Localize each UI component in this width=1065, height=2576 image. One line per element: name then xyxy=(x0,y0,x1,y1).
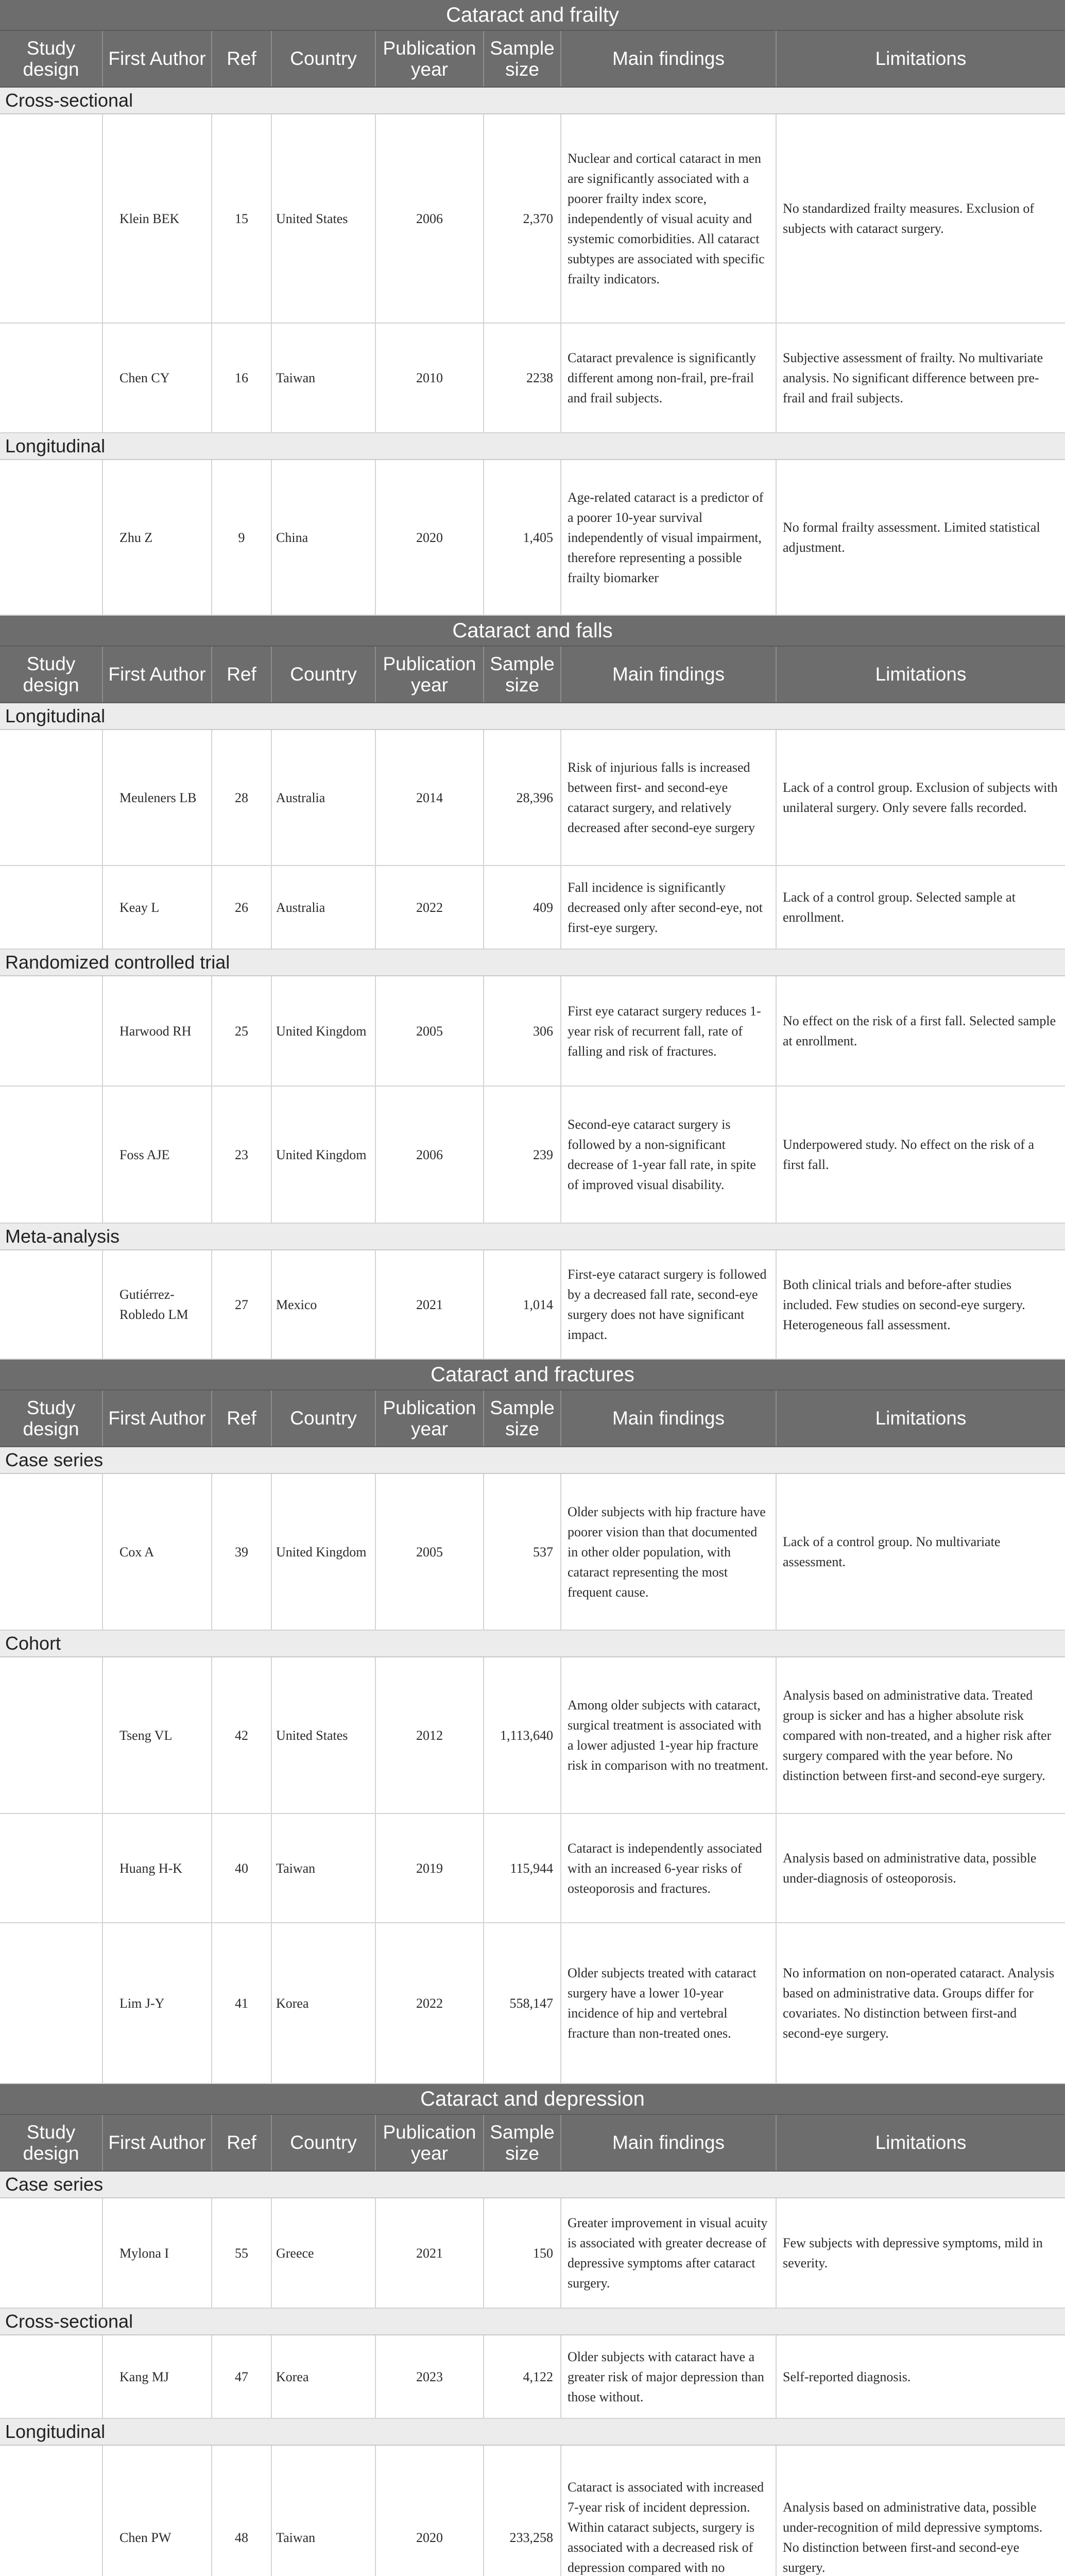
header-col-sample-size: Sample size xyxy=(484,647,561,702)
header-col-study-design: Study design xyxy=(0,647,103,702)
header-col-limitations: Limitations xyxy=(875,48,967,70)
header-col-ref: Ref xyxy=(212,1391,272,1446)
header-col-main-findings: Main findings xyxy=(561,1391,777,1446)
cell-limitations: No effect on the risk of a first fall. Selected sample at enrollment. xyxy=(783,1013,1056,1048)
cell-main-findings: Fall incidence is significantly decreased only after second-eye, not first-eye surgery. xyxy=(561,866,777,948)
cell-study-design xyxy=(0,114,103,323)
cell-country: Korea xyxy=(272,1923,376,2083)
cell-main-findings: First-eye cataract surgery is followed by a decreased fall rate, second-eye surgery does not have significant impact. xyxy=(561,1250,777,1359)
cell-limitations: Subjective assessment of frailty. No multivariate analysis. No significant difference between pre-frail and frail subjects. xyxy=(783,350,1043,405)
header-col-limitations: Limitations xyxy=(875,2132,967,2154)
table-row xyxy=(0,1087,1065,1224)
cell-main-findings: Cataract is independently associated with an increased 6-year risks of osteoporosis and fractures. xyxy=(561,1814,777,1922)
cell-ref: 27 xyxy=(212,1250,272,1359)
cell-limitations: Analysis based on administrative data. Treated group is sicker and has a higher absolute risk compared with non-treated, and a higher risk after surgery compared with the year before. No distinction between first-and second-eye surgery. xyxy=(783,1687,1052,1783)
cell-main-findings: Greater improvement in visual acuity is associated with greater decrease of depressive symptoms after cataract surgery. xyxy=(561,2198,777,2308)
cell-study-design xyxy=(0,866,103,948)
header-col-publication-year: Publication year xyxy=(376,647,484,702)
table-row xyxy=(0,114,1065,324)
cell-publication-year: 2022 xyxy=(376,866,484,948)
cell-sample-size: 1,405 xyxy=(484,460,561,615)
header-col-study-design: Study design xyxy=(0,2115,103,2171)
cell-publication-year: 2020 xyxy=(376,2446,484,2576)
cell-publication-year: 2005 xyxy=(376,1474,484,1630)
cell-ref: 25 xyxy=(212,976,272,1086)
header-col-country: Country xyxy=(272,1391,376,1446)
table-row xyxy=(0,324,1065,433)
table-row xyxy=(0,1814,1065,1923)
study-design-label: Longitudinal xyxy=(0,2419,1065,2446)
cell-limitations: Lack of a control group. No multivariate assessment. xyxy=(783,1534,1001,1569)
cell-limitations: Analysis based on administrative data, possible under-diagnosis of osteoporosis. xyxy=(783,1851,1037,1886)
cell-sample-size: 306 xyxy=(484,976,561,1086)
cell-country: Korea xyxy=(272,2335,376,2418)
cell-publication-year: 2021 xyxy=(376,2198,484,2308)
study-design-label: Cross-sectional xyxy=(0,88,1065,114)
cell-ref: 9 xyxy=(212,460,272,615)
header-col-main-findings: Main findings xyxy=(561,647,777,702)
table-row xyxy=(0,2198,1065,2309)
cell-first-author: Klein BEK xyxy=(103,114,212,323)
cell-limitations: No information on non-operated cataract. Analysis based on administrative data. Groups differ for covariates. No distinction between first-and second-eye surgery. xyxy=(783,1965,1055,2041)
cell-first-author: Tseng VL xyxy=(103,1657,212,1813)
header-col-study-design: Study design xyxy=(0,1391,103,1446)
cell-publication-year: 2005 xyxy=(376,976,484,1086)
study-design-label: Longitudinal xyxy=(0,433,1065,460)
cell-ref: 41 xyxy=(212,1923,272,2083)
cell-first-author: Gutiérrez-Robledo LM xyxy=(103,1250,212,1359)
cell-study-design xyxy=(0,1474,103,1630)
cell-first-author: Mylona I xyxy=(103,2198,212,2308)
cell-first-author: Foss AJE xyxy=(103,1087,212,1223)
header-col-ref: Ref xyxy=(212,647,272,702)
column-header-row xyxy=(0,2115,1065,2172)
cell-first-author: Chen PW xyxy=(103,2446,212,2576)
section-title: Cataract and falls xyxy=(0,616,1065,647)
cell-country: Mexico xyxy=(272,1250,376,1359)
cell-study-design xyxy=(0,1087,103,1223)
section-title: Cataract and fractures xyxy=(0,1360,1065,1391)
cell-country: Taiwan xyxy=(272,1814,376,1922)
cell-country: Australia xyxy=(272,730,376,865)
cell-country: Taiwan xyxy=(272,324,376,432)
header-col-country: Country xyxy=(272,31,376,87)
cell-main-findings: Second-eye cataract surgery is followed by a non-significant decrease of 1-year fall rate, in spite of improved visual disability. xyxy=(561,1087,777,1223)
table-row xyxy=(0,1923,1065,2084)
cell-first-author: Cox A xyxy=(103,1474,212,1630)
header-col-publication-year: Publication year xyxy=(376,1391,484,1446)
cell-country: China xyxy=(272,460,376,615)
cell-main-findings: Older subjects with cataract have a greater risk of major depression than those without. xyxy=(561,2335,777,2418)
cell-publication-year: 2023 xyxy=(376,2335,484,2418)
table-row xyxy=(0,2335,1065,2419)
cell-country: United Kingdom xyxy=(272,976,376,1086)
cell-main-findings: Risk of injurious falls is increased between first- and second-eye cataract surgery, and relatively decreased after second-eye surgery xyxy=(561,730,777,865)
header-col-sample-size: Sample size xyxy=(484,1391,561,1446)
cell-study-design xyxy=(0,1250,103,1359)
cell-sample-size: 4,122 xyxy=(484,2335,561,2418)
cell-sample-size: 2,370 xyxy=(484,114,561,323)
cell-sample-size: 233,258 xyxy=(484,2446,561,2576)
table-row xyxy=(0,1250,1065,1360)
study-design-label: Case series xyxy=(0,1447,1065,1474)
cell-publication-year: 2014 xyxy=(376,730,484,865)
header-col-country: Country xyxy=(272,647,376,702)
cell-ref: 47 xyxy=(212,2335,272,2418)
cell-publication-year: 2019 xyxy=(376,1814,484,1922)
cell-main-findings: Among older subjects with cataract, surgical treatment is associated with a lower adjusted 1-year hip fracture risk in comparison with no treatment. xyxy=(561,1657,777,1813)
cell-sample-size: 28,396 xyxy=(484,730,561,865)
header-col-main-findings: Main findings xyxy=(561,31,777,87)
cell-publication-year: 2022 xyxy=(376,1923,484,2083)
cell-ref: 48 xyxy=(212,2446,272,2576)
header-col-first-author: First Author xyxy=(103,2115,212,2171)
cell-sample-size: 150 xyxy=(484,2198,561,2308)
cell-limitations: No formal frailty assessment. Limited statistical adjustment. xyxy=(783,520,1040,555)
cell-publication-year: 2006 xyxy=(376,1087,484,1223)
column-header-row xyxy=(0,1391,1065,1447)
cell-ref: 15 xyxy=(212,114,272,323)
cell-publication-year: 2021 xyxy=(376,1250,484,1359)
cell-country: United Kingdom xyxy=(272,1087,376,1223)
table-row xyxy=(0,2446,1065,2576)
cell-main-findings: Age-related cataract is a predictor of a poorer 10-year survival independently of visual impairment, therefore representing a possible frailty biomarker xyxy=(561,460,777,615)
cell-main-findings: Nuclear and cortical cataract in men are significantly associated with a poorer frailty index score, independently of visual acuity and systemic comorbidities. All cataract subtypes are associated with specific frailty indicators. xyxy=(561,114,777,323)
cell-study-design xyxy=(0,2446,103,2576)
header-col-publication-year: Publication year xyxy=(376,31,484,87)
header-col-first-author: First Author xyxy=(103,647,212,702)
cell-first-author: Chen CY xyxy=(103,324,212,432)
cell-study-design xyxy=(0,1657,103,1813)
cell-sample-size: 1,014 xyxy=(484,1250,561,1359)
header-col-limitations: Limitations xyxy=(875,664,967,685)
cell-first-author: Kang MJ xyxy=(103,2335,212,2418)
cell-main-findings: First eye cataract surgery reduces 1-year risk of recurrent fall, rate of falling and risk of fractures. xyxy=(561,976,777,1086)
cell-limitations: No standardized frailty measures. Exclusion of subjects with cataract surgery. xyxy=(783,201,1035,236)
study-design-label: Cohort xyxy=(0,1631,1065,1657)
cell-ref: 23 xyxy=(212,1087,272,1223)
header-col-main-findings: Main findings xyxy=(561,2115,777,2171)
cell-publication-year: 2020 xyxy=(376,460,484,615)
cell-ref: 39 xyxy=(212,1474,272,1630)
cell-limitations: Few subjects with depressive symptoms, mild in severity. xyxy=(783,2235,1043,2270)
cell-ref: 40 xyxy=(212,1814,272,1922)
study-design-label: Case series xyxy=(0,2172,1065,2198)
table-row xyxy=(0,866,1065,950)
cell-sample-size: 1,113,640 xyxy=(484,1657,561,1813)
cell-ref: 26 xyxy=(212,866,272,948)
section-title: Cataract and frailty xyxy=(0,0,1065,31)
study-design-label: Randomized controlled trial xyxy=(0,950,1065,976)
cell-country: United States xyxy=(272,1657,376,1813)
cell-sample-size: 239 xyxy=(484,1087,561,1223)
cell-first-author: Meuleners LB xyxy=(103,730,212,865)
table-row xyxy=(0,460,1065,616)
cell-sample-size: 409 xyxy=(484,866,561,948)
cell-study-design xyxy=(0,1923,103,2083)
cell-first-author: Huang H-K xyxy=(103,1814,212,1922)
study-design-label: Cross-sectional xyxy=(0,2309,1065,2335)
header-col-ref: Ref xyxy=(212,31,272,87)
cell-study-design xyxy=(0,324,103,432)
cell-country: Australia xyxy=(272,866,376,948)
cell-ref: 55 xyxy=(212,2198,272,2308)
cell-limitations: Lack of a control group. Selected sample at enrollment. xyxy=(783,890,1016,925)
study-design-label: Meta-analysis xyxy=(0,1224,1065,1250)
cell-study-design xyxy=(0,730,103,865)
table-row xyxy=(0,730,1065,866)
cell-main-findings: Older subjects treated with cataract surgery have a lower 10-year incidence of hip and vertebral fracture than non-treated ones. xyxy=(561,1923,777,2083)
cell-sample-size: 2238 xyxy=(484,324,561,432)
header-col-country: Country xyxy=(272,2115,376,2171)
cell-publication-year: 2012 xyxy=(376,1657,484,1813)
cell-ref: 42 xyxy=(212,1657,272,1813)
header-col-limitations: Limitations xyxy=(875,1408,967,1429)
header-col-first-author: First Author xyxy=(103,31,212,87)
table-row xyxy=(0,976,1065,1087)
table-row xyxy=(0,1474,1065,1631)
cell-study-design xyxy=(0,2198,103,2308)
cell-limitations: Underpowered study. No effect on the risk of a first fall. xyxy=(783,1137,1035,1172)
cell-country: Taiwan xyxy=(272,2446,376,2576)
cell-first-author: Keay L xyxy=(103,866,212,948)
header-col-publication-year: Publication year xyxy=(376,2115,484,2171)
cell-main-findings: Cataract prevalence is significantly different among non-frail, pre-frail and frail subjects. xyxy=(561,324,777,432)
cell-limitations: Self-reported diagnosis. xyxy=(783,2369,911,2384)
cell-first-author: Harwood RH xyxy=(103,976,212,1086)
cell-ref: 16 xyxy=(212,324,272,432)
column-header-row xyxy=(0,647,1065,703)
cell-country: United Kingdom xyxy=(272,1474,376,1630)
section-title: Cataract and depression xyxy=(0,2084,1065,2115)
cell-limitations: Both clinical trials and before-after studies included. Few studies on second-eye surgery. Heterogeneous fall assessment. xyxy=(783,1277,1025,1332)
header-col-ref: Ref xyxy=(212,2115,272,2171)
cell-first-author: Zhu Z xyxy=(103,460,212,615)
header-col-study-design: Study design xyxy=(0,31,103,87)
table-row xyxy=(0,1657,1065,1814)
cell-ref: 28 xyxy=(212,730,272,865)
cell-main-findings: Cataract is associated with increased 7-year risk of incident depression. Within cataract subjects, surgery is associated with a decreased risk of depression compared with no xyxy=(561,2446,777,2576)
cell-main-findings: Older subjects with hip fracture have poorer vision than that documented in other older population, with cataract representing the most frequent cause. xyxy=(561,1474,777,1630)
header-col-sample-size: Sample size xyxy=(484,2115,561,2171)
cell-limitations: Lack of a control group. Exclusion of subjects with unilateral surgery. Only severe falls recorded. xyxy=(783,780,1058,815)
cell-country: Greece xyxy=(272,2198,376,2308)
cell-publication-year: 2010 xyxy=(376,324,484,432)
header-col-sample-size: Sample size xyxy=(484,31,561,87)
cell-limitations: Analysis based on administrative data, possible under-recognition of mild depressive symptoms. No distinction between first-and second-eye surgery. xyxy=(783,2500,1043,2575)
column-header-row xyxy=(0,31,1065,88)
cell-country: United States xyxy=(272,114,376,323)
header-col-first-author: First Author xyxy=(103,1391,212,1446)
cell-sample-size: 115,944 xyxy=(484,1814,561,1922)
study-design-label: Longitudinal xyxy=(0,703,1065,730)
cell-study-design xyxy=(0,1814,103,1922)
cell-sample-size: 537 xyxy=(484,1474,561,1630)
cell-sample-size: 558,147 xyxy=(484,1923,561,2083)
cell-study-design xyxy=(0,2335,103,2418)
cell-publication-year: 2006 xyxy=(376,114,484,323)
cell-first-author: Lim J-Y xyxy=(103,1923,212,2083)
cell-study-design xyxy=(0,460,103,615)
cell-study-design xyxy=(0,976,103,1086)
